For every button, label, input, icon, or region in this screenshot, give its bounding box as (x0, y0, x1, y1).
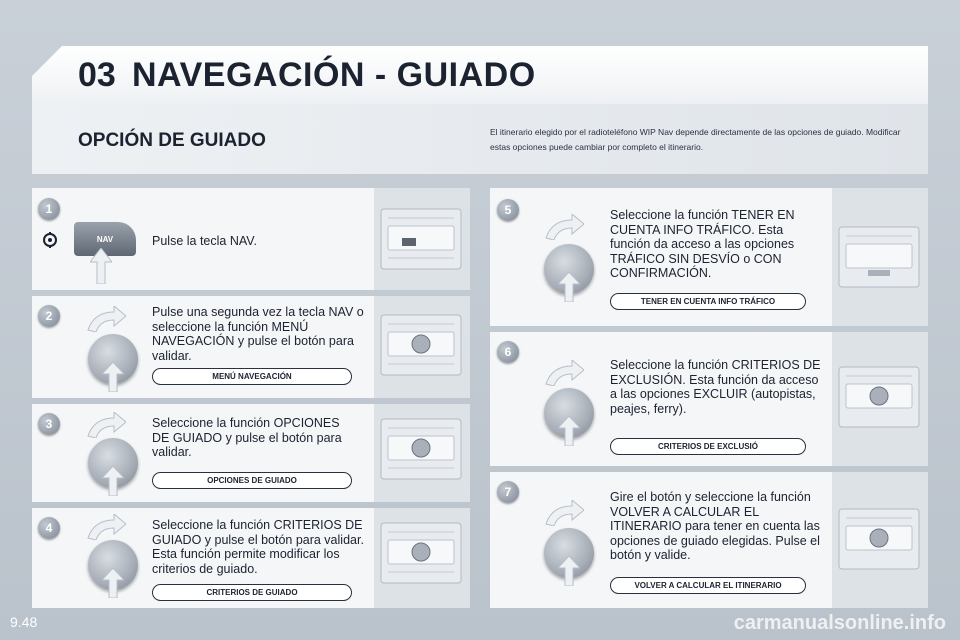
press-arrow-icon (102, 466, 124, 496)
rotate-arrow-icon (86, 514, 126, 540)
press-arrow-icon (90, 248, 112, 284)
radio-unit-icon (380, 208, 462, 270)
step-number-7: 7 (497, 481, 519, 503)
menu-function-pill: TENER EN CUENTA INFO TRÁFICO (610, 293, 806, 310)
menu-function-pill: MENÚ NAVEGACIÓN (152, 368, 352, 385)
page-title: NAVEGACIÓN - GUIADO (132, 56, 536, 94)
menu-function-pill: CRITERIOS DE GUIADO (152, 584, 352, 601)
rotate-arrow-icon (86, 306, 126, 332)
rotate-arrow-icon (86, 412, 126, 438)
press-arrow-icon (102, 568, 124, 598)
step-text-3: Seleccione la función OPCIONES DE GUIADO y pulse el botón para validar. (152, 416, 342, 459)
step-text-2: Pulse una segunda vez la tecla NAV o seleccione la función MENÚ NAVEGACIÓN y pulse el botón para validar. (152, 305, 364, 363)
step-text-7: Gire el botón y seleccione la función VOLVER A CALCULAR EL ITINERARIO para tener en cuenta las opciones de guiado elegidas. Pulse el botón y valide. (610, 490, 820, 562)
press-arrow-icon (102, 362, 124, 392)
radio-unit-icon (838, 366, 920, 428)
rotate-arrow-icon (544, 214, 584, 240)
radio-unit-icon (380, 522, 462, 584)
nav-key-label: NAV (96, 234, 114, 244)
radio-unit-icon (380, 314, 462, 376)
step-number-3: 3 (38, 413, 60, 435)
rotate-arrow-icon (544, 360, 584, 386)
menu-function-pill: VOLVER A CALCULAR EL ITINERARIO (610, 577, 806, 594)
gps-icon (42, 232, 58, 248)
rotate-arrow-icon (544, 500, 584, 526)
section-heading: OPCIÓN DE GUIADO (78, 130, 266, 151)
chapter-number: 03 (78, 56, 116, 94)
radio-unit-icon (838, 508, 920, 570)
menu-function-pill: OPCIONES DE GUIADO (152, 472, 352, 489)
step-number-2: 2 (38, 305, 60, 327)
radio-unit-icon (380, 418, 462, 480)
step-number-5: 5 (497, 199, 519, 221)
step-text-6: Seleccione la función CRITERIOS DE EXCLUSIÓN. Esta función da acceso a las opciones EXCLUIR (autopistas, peajes, ferry). (610, 358, 821, 416)
step-text-4: Seleccione la función CRITERIOS DE GUIADO y pulse el botón para validar. Esta función permite modificar los criterios de guiado. (152, 518, 364, 576)
step-text-1: Pulse la tecla NAV. (152, 234, 257, 248)
watermark: carmanualsonline.info (733, 612, 946, 634)
step-number-6: 6 (497, 341, 519, 363)
page-number: 9.48 (10, 614, 38, 630)
press-arrow-icon (558, 416, 580, 446)
step-text-5: Seleccione la función TENER EN CUENTA INFO TRÁFICO. Esta función da acceso a las opciones TRÁFICO SIN DESVÍO o CON CONFIRMACIÓN. (610, 208, 795, 280)
press-arrow-icon (558, 272, 580, 302)
radio-unit-icon (838, 226, 920, 288)
menu-function-pill: CRITERIOS DE EXCLUSIÓ (610, 438, 806, 455)
step-number-1: 1 (38, 198, 60, 220)
press-arrow-icon (558, 556, 580, 586)
section-intro: El itinerario elegido por el radioteléfono WIP Nav depende directamente de las opciones de guiado. Modificar estas opciones puede cambiar por completo el itinerario. (490, 127, 901, 152)
step-number-4: 4 (38, 517, 60, 539)
